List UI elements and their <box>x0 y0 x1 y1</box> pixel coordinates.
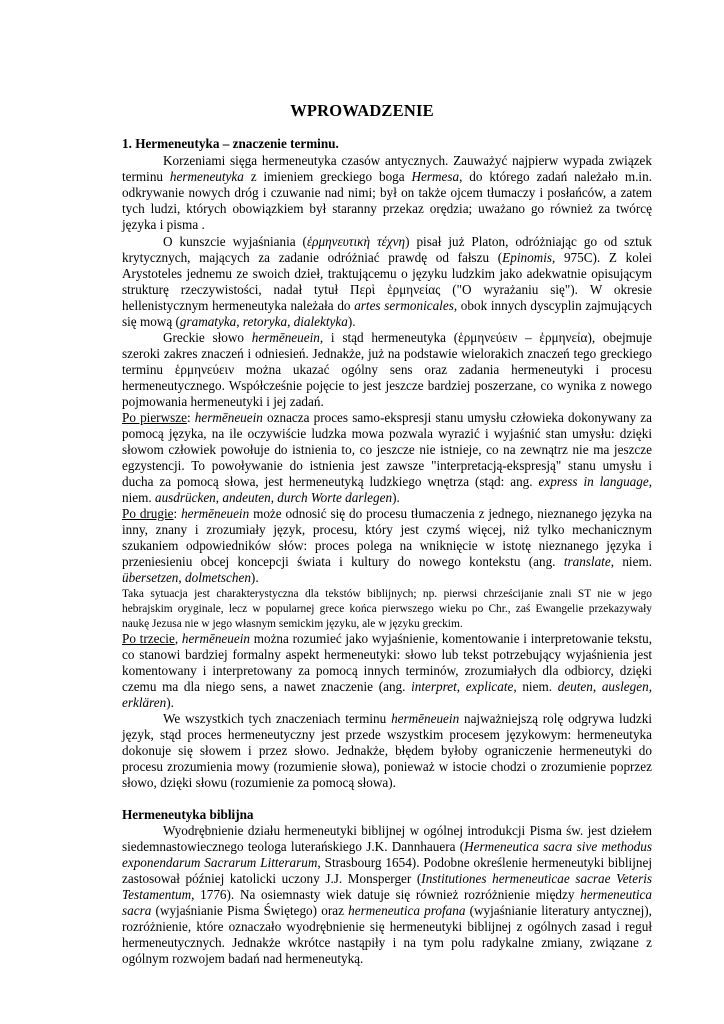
text-line <box>122 695 652 711</box>
italic-term: dialektyka <box>293 314 348 329</box>
text-line <box>122 727 652 743</box>
text-line <box>122 871 652 887</box>
text-span: może odnosić się do procesu tłumaczenia z jednego, nieznanego języka na <box>249 506 652 521</box>
text-span: się mową ( <box>122 314 180 329</box>
italic-term: andeuten <box>222 490 271 505</box>
text-line <box>122 250 652 266</box>
italic-term: durch Worte darlegen <box>277 490 393 505</box>
italic-term: Hermeneutica sacra sive methodus <box>464 839 652 854</box>
italic-term: hermēneuein <box>181 506 250 521</box>
text-span: hermeneutycznych. Jednakże wkrótce nastąpiły i na tym polu radykalne zmiany, związane z <box>122 935 652 950</box>
text-span: czemu ma dla niego sens, a nawet znaczenie (ang. <box>122 679 412 694</box>
text-span: , <box>178 570 185 585</box>
text-span: (wyjaśnianie Pisma Świętego) oraz <box>151 903 349 918</box>
text-span: z imieniem greckiego boga <box>243 169 412 184</box>
heading-text: Hermeneutyka biblijna <box>122 807 254 822</box>
text-line <box>122 346 652 362</box>
text-line <box>122 506 652 522</box>
text-span: , niem. <box>513 679 558 694</box>
text-span: niem. <box>122 490 155 505</box>
text-span: szeroki zakres znaczeń i odniesień. Jednakże, już na podstawie wielorakich znaczeń tego greckiego <box>122 346 652 361</box>
text-span: terminu ἑρμηνεύειν można ukazać ogólny sens oraz zadania hermeneutyki i procesu <box>122 362 652 377</box>
text-line <box>163 234 652 250</box>
italic-term: hermeneutica profana <box>348 903 466 918</box>
text-line <box>122 314 652 330</box>
italic-term: hermeneutica <box>580 887 652 902</box>
text-span: , i stąd hermeneutyka (ἑρμηνεύειν – ἑρμηνεία), obejmuje <box>319 330 652 345</box>
text-line <box>122 410 652 426</box>
text-line <box>122 663 652 679</box>
italic-term: interpret <box>411 679 457 694</box>
text-line <box>122 631 652 647</box>
text-line <box>122 362 652 378</box>
text-line <box>122 887 652 903</box>
text-span: , <box>287 314 294 329</box>
text-span: przeniesieniu obcej koncepcji świata i kultury do nowego kontekstu (ang. <box>122 554 564 569</box>
text-span: hebrajskim oryginale, lecz w popularnej grece końca pierwszego wieku po Chr., zaś Ewangelie przekazywały <box>122 603 652 615</box>
text-line <box>122 586 652 602</box>
text-span: pojmowania hermeneutyki i jej zadań. <box>122 394 324 409</box>
text-span: (wyjaśnianie literatury antycznej), <box>465 903 652 918</box>
italic-term: express in language <box>538 474 649 489</box>
text-line <box>163 153 652 169</box>
text-span: , Strasbourg 1654). Podobne określenie hermeneutyki biblijnej <box>317 855 652 870</box>
text-span: : <box>186 410 195 425</box>
italic-term: ἑρμηνευτικὴ τέχνη <box>306 234 406 249</box>
text-span: , <box>648 679 653 694</box>
text-span: ogólnym rozwojem badań nad hermeneutyką. <box>122 951 364 966</box>
italic-term: hermēneuein <box>251 330 320 345</box>
text-span: zastosował później katolicki uczony J.J. Monsperger ( <box>122 871 422 886</box>
text-line <box>122 679 652 695</box>
text-span: terminu <box>122 169 170 184</box>
text-span: , <box>236 314 243 329</box>
text-line <box>122 601 652 617</box>
text-line <box>122 217 652 233</box>
text-span: O kunszcie wyjaśniania ( <box>163 234 307 249</box>
italic-term: exponendarum Sacrarum Litterarum <box>122 855 318 870</box>
underlined-label: Po pierwsze <box>122 410 187 425</box>
text-span: ). <box>166 695 174 710</box>
text-span: komentowany i interpretowany za pomocą innych terminów, zrozumiałych dla odbiorcy, dzięki <box>122 663 652 678</box>
text-span: słowo, dzięki słowu (rozumienie za pomocą słowa). <box>122 775 396 790</box>
italic-term: Epinomis <box>502 250 552 265</box>
italic-term: hermēneuein <box>391 711 460 726</box>
text-line <box>122 855 652 871</box>
text-span: , <box>174 631 182 646</box>
text-line <box>122 442 652 458</box>
text-line <box>163 330 652 346</box>
text-span: ducha za pomocą słowa, jest hermeneutyką ludzkiego wnętrza (stąd: ang. <box>122 474 539 489</box>
italic-term: artes sermonicales <box>354 298 454 313</box>
text-span: , <box>456 679 466 694</box>
text-line <box>122 839 652 855</box>
text-span: hellenistycznym hermeneutyka należała do <box>122 298 355 313</box>
text-line <box>122 951 652 967</box>
text-span: Taka sytuacja jest charakterystyczna dla tekstów biblijnych; np. pierwsi chrześcijanie znali ST nie w jego <box>122 588 652 600</box>
text-span: słowom człowiek powołuje do istnienia to, co jeszcze nie istnieje, co na zewnątrz nie ma jeszcze <box>122 442 652 457</box>
italic-term: explicate <box>465 679 514 694</box>
italic-term: sacra <box>122 903 152 918</box>
text-span: inny, znany i zrozumiały język, procesu, który jest czymś więcej, niż tylko mechanicznym <box>122 522 652 537</box>
text-line <box>163 711 652 727</box>
text-span: Korzeniami sięga hermeneutyka czasów antycznych. Zauważyć najpierw wypada związek <box>163 153 652 168</box>
italic-term: retoryka <box>242 314 288 329</box>
text-span: można rozumieć jako wyjaśnienie, komentowanie i interpretowanie tekstu, <box>249 631 652 646</box>
text-line <box>122 903 652 919</box>
text-span: szukaniem odpowiedników słów: proces polega na wniknięcie w istotę nieznanego języka i <box>122 538 652 553</box>
text-line <box>122 919 652 935</box>
text-span: , <box>648 474 652 489</box>
text-span: ). <box>392 490 400 505</box>
italic-term: hermēneuein <box>181 631 250 646</box>
text-line <box>122 775 652 791</box>
italic-term: ausdrücken <box>154 490 216 505</box>
text-line <box>122 538 652 554</box>
text-span: strukturę rzeczywistości, nadał tytuł Περὶ ἑρμηνείας ("O wyrażaniu się"). W okresie <box>122 282 652 297</box>
text-span: języka i pisma . <box>122 217 205 232</box>
text-span: hermeneutycznego. Współcześnie pojęcie to jest jeszcze bardziej poszerzane, co wynika z nowego <box>122 378 652 393</box>
text-line <box>122 458 652 474</box>
text-span: : <box>173 506 182 521</box>
text-span: We wszystkich tych znaczeniach terminu <box>163 711 392 726</box>
text-span: , 1776). Na osiemnasty wiek datuje się również rozróżnienie między <box>191 887 581 902</box>
text-span: ). <box>250 570 259 585</box>
text-line <box>122 554 652 570</box>
text-line <box>122 282 652 298</box>
text-span: , <box>592 679 602 694</box>
text-line <box>122 522 652 538</box>
text-line <box>122 490 652 506</box>
text-span: procesu zrozumienia mowy (rozumienie słowa), ponieważ w istocie chodzi o zrozumienie poprzez <box>122 759 652 774</box>
text-span: Wyodrębnienie działu hermeneutyki biblijnej w ogólnej introdukcji Pisma św. jest dziełem <box>163 823 652 838</box>
text-span: , do którego zadań należało m.in. <box>459 169 652 184</box>
text-span: pomocą języka, na ile oczywiście ludzka mowa pozwala wyrazić i wyjaśnić stan umysłu: dzięki <box>122 426 652 441</box>
text-line <box>122 935 652 951</box>
text-span: krytycznych, mających za zadanie odróżniać prawdę od fałszu ( <box>122 250 503 265</box>
italic-term: hermeneutyka <box>169 169 244 184</box>
text-span: co stanowi bardziej formalny aspekt hermeneutyki: słowo lub tekst potrzebujący wyjaśnienia jest <box>122 647 652 662</box>
italic-term: translate <box>563 554 611 569</box>
text-line <box>122 136 652 152</box>
text-line <box>122 426 652 442</box>
text-line <box>122 394 652 410</box>
text-line <box>122 185 652 201</box>
text-span: tych ludzi, których obowiązkiem był staranny przekaz orędzia; uważano go również za twórcę <box>122 201 652 216</box>
text-line <box>122 616 652 632</box>
text-line <box>122 201 652 217</box>
text-span: , <box>270 490 278 505</box>
underlined-label: Po trzecie <box>122 631 175 646</box>
text-span: siedemnastowiecznego teologa luterańskiego J.K. Dannhauera ( <box>122 839 465 854</box>
text-line <box>122 266 652 282</box>
text-line <box>122 647 652 663</box>
text-line <box>122 570 652 586</box>
text-span: . <box>335 136 339 151</box>
page-title: WPROWADZENIE <box>290 101 434 120</box>
italic-term: erklären <box>122 695 167 710</box>
text-line <box>122 474 652 490</box>
text-span: oznacza proces samo-ekspresji stanu umysłu człowieka dokonywany za <box>262 410 652 425</box>
text-span: język, stąd proces hermeneutyczny jest przede wszystkim procesem językowym: hermeneutyka <box>122 727 652 742</box>
text-span: , <box>215 490 223 505</box>
italic-term: auslegen <box>601 679 649 694</box>
text-line <box>122 298 652 314</box>
text-span: egzystencji. To powoływanie do istnienia jest zawsze "interpretacją-ekspresją" stanu umysłu i <box>122 458 652 473</box>
italic-term: hermēneuein <box>194 410 263 425</box>
text-span: rozróżnienie, które oznaczało wyodrębnienie się hermeneutyki biblijnej z ogólnych zasad i reguł <box>122 919 652 934</box>
text-line <box>122 378 652 394</box>
text-span: , obok innych dyscyplin zajmujących <box>453 298 652 313</box>
heading-text: 1. Hermeneutyka – znaczenie terminu <box>122 136 336 151</box>
text-span: Greckie słowo <box>163 330 252 345</box>
italic-term: dolmetschen <box>185 570 251 585</box>
text-span: ). <box>347 314 356 329</box>
text-span: najważniejszą rolę odgrywa ludzki <box>459 711 652 726</box>
text-line <box>122 759 652 775</box>
text-span: dokonuje się słowem i przez słowo. Jednakże, błędem byłoby ograniczenie hermeneutyki do <box>122 743 652 758</box>
underlined-label: Po drugie <box>122 506 174 521</box>
text-span: naukę Jezusa nie w jego własnym semickim języku, ale w języku greckim. <box>122 618 463 630</box>
text-line <box>163 823 652 839</box>
italic-term: Hermesa <box>411 169 460 184</box>
text-line <box>122 807 652 823</box>
text-span: , 975C). Z kolei <box>552 250 652 265</box>
text-span: ) pisał już Platon, odróżniając go od sztuk <box>405 234 652 249</box>
italic-term: Testamentum <box>122 887 192 902</box>
italic-term: deuten <box>557 679 593 694</box>
italic-term: Institutiones hermeneuticae sacrae Veteris <box>421 871 652 886</box>
text-span: Arystoteles jednemu ze swoich dzieł, traktującemu o języku ludzkim jako adekwatnie opisującym <box>122 266 652 281</box>
text-line <box>122 169 652 185</box>
text-span: odkrywanie nowych dróg i czuwanie nad nimi; był on także ojcem tłumaczy i posłańców, a zatem <box>122 185 652 200</box>
italic-term: gramatyka <box>179 314 237 329</box>
text-line <box>122 743 652 759</box>
italic-term: übersetzen <box>122 570 179 585</box>
text-span: , niem. <box>610 554 652 569</box>
